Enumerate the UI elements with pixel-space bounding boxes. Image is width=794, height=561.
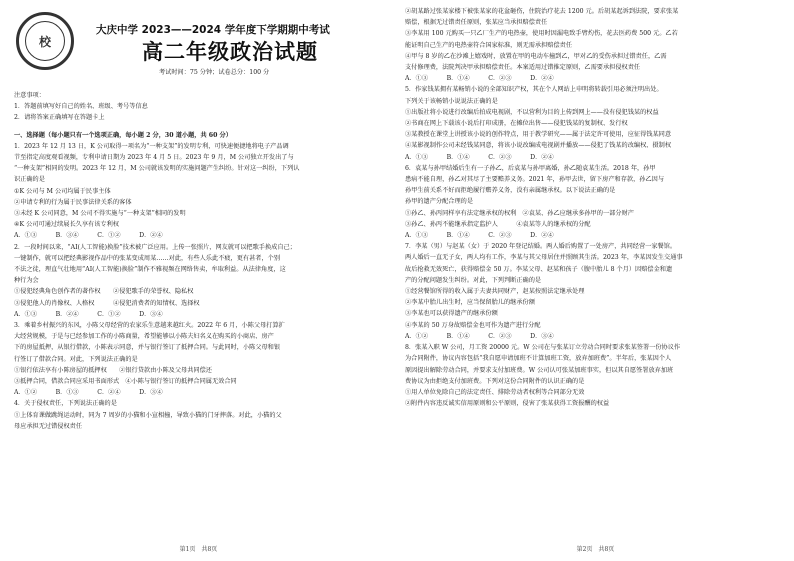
left-text-line: ④K 公司可通过续展长久享有该专利权 — [14, 221, 119, 229]
right-text-line: ②胡某路过张某家楼下被张某家的花盆砸伤，住院治疗花去 1200 元。后胡某起诉到法院，要求张某 — [405, 8, 679, 15]
right-text-line: 为合同附件，协议内容包括“我自愿申请加班不计算加班工资，放弃加班费”。半年后，张某因个人 — [405, 355, 672, 363]
right-text-line: A．①③ B．①④ C．②③ D．②④ — [405, 153, 554, 161]
right-text-line: 孙甲生前关系不好而拒绝履行赡养义务，没有亲属继承权。以下说法正确的是 — [405, 187, 616, 195]
school-exam-title: 大庆中学 2023——2024 学年度下学期期中考试 — [96, 24, 330, 36]
right-text-line: ②书商在网上下载该小说后打印成册，在摊位出售——侵犯钱某的复制权、发行权 — [405, 120, 628, 128]
exam-meta: 考试时间：75 分钟；试卷总分：100 分 — [159, 69, 270, 76]
right-text-line: A．①③ B．①④ C．②③ D．②④ — [405, 75, 554, 83]
page-footer-left: 第1页 共8页 — [179, 546, 218, 553]
right-text-line: ③某教授在课堂上讲授该小说的创作特点，用于教学研究——属于法定许可使用，应征得钱某同意 — [405, 131, 672, 139]
left-text-line: ①银行依法享有小陈房屋的抵押权 ②银行贷款由小陈及父母共同偿还 — [14, 366, 212, 374]
right-text-line: ④某影视制作公司未经钱某同意，将该小说改编成电视剧并播放——侵犯了钱某的改编权、摄制权 — [405, 142, 672, 150]
left-text-line: ③未经 K 公司同意，M 公司不得实施与“一种支架”相同的发明 — [14, 210, 186, 218]
left-text-line: 2．请将答案正确填写在答题卡上 — [14, 114, 105, 122]
left-text-line: A．①③ B．③④ C．①② D．②④ — [14, 232, 163, 240]
right-question-text — [405, 6, 780, 409]
left-text-line: 种行为会 — [14, 277, 39, 285]
left-text-line: ③侵犯他人的肖像权、人格权 ④侵犯消费者的知情权、选择权 — [14, 299, 200, 307]
right-text-line: ①用人单位免除自己的法定责任、排除劳动者权利等合同部分无效 — [405, 388, 585, 396]
left-text-line: 节至指定高度观看视频，专利申请日期为 2023 年 4 月 5 日。2023 年 9 月，M 公司独立开发出了与 — [14, 154, 294, 162]
right-text-line: A．①② B．①④ C．②③ D．③④ — [405, 332, 554, 340]
right-text-line: ④甲与 8 岁的乙在沙滩上嬉戏时，放置在甲的电动车撞到乙，甲对乙的受伤承担过错责任，乙需 — [405, 52, 667, 60]
left-text-line: A．①③ B．②④ C．①② D．③④ — [14, 310, 163, 318]
right-text-line: 5．作家钱某拥有某畅销小说的全部知识产权，其在个人网站上申明将转载引用必须注明出处。 — [405, 86, 663, 94]
right-text-line: ③李某也可以获得遗产的继承份额 — [405, 310, 498, 318]
left-text-line: ①K 公司与 M 公司均属于民事主体 — [14, 187, 111, 195]
right-text-line: 6．袁某与孙甲结婚后生有一子孙乙，后袁某与孙甲离婚，孙乙随袁某生活。2018 年，孙甲 — [405, 164, 656, 172]
left-text-line: 1．答题前填写好自己的姓名、班级、考号等信息 — [14, 103, 148, 111]
right-text-line: 孙甲的遗产分配合理的是 — [405, 198, 474, 206]
right-text-line: 产的分配问题发生纠纷。对此，下列判断正确的是 — [405, 276, 542, 284]
right-text-line: 7．李某（男）与赵某（女）于 2020 年登记结婚。两人婚后购置了一处房产，共同经营一家餐馆。 — [405, 243, 677, 251]
right-text-line: 费协议为由拒绝支付加班费。下列对这份合同附件的认识正确的是 — [405, 377, 585, 385]
exam-title: 高二年级政治试题 — [142, 40, 318, 64]
right-text-line: 下列关于该畅销小说说法正确的是 — [405, 97, 498, 105]
right-column — [397, 0, 794, 561]
left-text-line: 不法之徒，理直气壮地用“AI(人工智能)换脸”制作不雅视频在网络售卖，牟取利益。从法律角度，这 — [14, 266, 286, 274]
right-text-line: ③孙乙、孙丙不能继承指定监护人 ④袁某等人的继承权的分配 — [405, 220, 591, 228]
right-text-line: 原因提出解除劳动合同，并要求支付加班费。W 公司认可张某加班事实，但以其自愿签署放弃加班 — [405, 366, 674, 374]
left-text-line: ②申请专利的行为属于民事法律关系的客体 — [14, 198, 132, 206]
left-text-line: ③抵押合同，借款合同应采用书面形式 ④小陈与银行签订的抵押合同属无效合同 — [14, 378, 237, 386]
right-text-line: 能证明自己生产的电热壶符合国家标准，则无需承担赔偿责任 — [405, 41, 573, 49]
left-text-line: 一键制作，就可以把经典影视作品中的张某变成周某……对此，有些人乐此不疲，更有甚者，个别 — [14, 254, 281, 262]
school-seal-logo — [16, 12, 74, 70]
right-text-line: ②李某中胎儿出生时，应当保留胎儿的继承份额 — [405, 299, 535, 307]
left-text-line: 一、选择题（每小题只有一个选项正确，每小题 2 分，30 道小题，共 60 分） — [14, 131, 232, 139]
right-text-line: ④李某的 50 万身故赔偿金也可作为遗产进行分配 — [405, 321, 541, 329]
right-text-line: ②附件内容违反诚实信用原则和公平原则，侵害了张某获得工资报酬的权益 — [405, 400, 610, 408]
left-question-text — [14, 90, 387, 432]
page-footer-right: 第2页 共8页 — [576, 546, 615, 553]
right-text-line: ①孙乙、孙丙同样享有法定继承权的权利 ②袁某、孙乙应继承多孙甲的一部分财产 — [405, 209, 634, 217]
exam-header — [14, 6, 387, 84]
right-text-line: 支付修理费，法院判决甲承担赔偿责任。本案适用过错推定原则，乙需要承担侵权责任 — [405, 64, 641, 72]
left-text-line: “一种支架”相同的发明。2023 年 12 月，M 公司就该发明的实施问题产生纠纷。针对这一纠纷，下列认 — [14, 165, 300, 173]
left-text-line: 识正确的是 — [14, 176, 45, 184]
left-text-line: ①上体育课做跳绳运动时，同为 7 周岁的小猫和小宣相撞，导致小猫的门牙摔落。对此，小猫的父 — [14, 411, 282, 419]
seal-center-glyph: 校 — [25, 21, 65, 61]
left-text-line: 4．关于侵权责任，下列说法正确的是 — [14, 400, 117, 408]
left-text-line: 2．一段时间以来，“AI(人工智能)换脸”技术被广泛应用。上传一张照片，网友就可以把歌手换成自己； — [14, 243, 296, 251]
right-text-line: ③李某用 100 元购买一只乙厂生产的电热壶，使用时因漏电致手臂灼伤，花去医药费 500 元。乙若 — [405, 30, 678, 38]
left-text-line: ①侵犯经典角色创作者的著作权 ②侵犯歌手的荣誉权、隐私权 — [14, 288, 194, 296]
left-text-line: 行签订了借款合同。对此，下列说法正确的是 — [14, 355, 138, 363]
left-text-line: 母应承担无过错侵权责任 — [14, 422, 83, 430]
right-text-line: ①出版社将小说进行改编后拍成电视剧，不以营利为目的上传到网上——没有侵犯钱某的权益 — [405, 108, 659, 116]
left-text-line: 大经营规模，于是与已经参加工作的小陈商量，希望能够以小陈夫妇名义在购买的小商店、房产 — [14, 333, 274, 341]
right-text-line: A．①③ B．①④ C．②③ D．②④ — [405, 232, 554, 240]
left-text-line: 注意事项： — [14, 92, 45, 99]
right-text-line: 故后抢救无效死亡，获得赔偿金 50 万。李某父母、赵某和孩子（腹中胎儿 8 个月）因赔偿金和遗 — [405, 265, 673, 273]
right-text-line: 赔偿，根据无过错责任原则，张某应当承担赔偿责任 — [405, 19, 548, 27]
right-text-line: 患病不能自理，孙乙对其尽了主要赡养义务。2021 年，孙甲去世，留下房产和存款，孙乙因与 — [405, 176, 665, 184]
right-text-line: 两人婚后一直无子女，两人均有工作，李某与其父母居住并照顾其生活。2023 年，李某因发生交通事 — [405, 254, 683, 262]
right-text-line: 8．张某入职 W 公司，月工资 20000 元。W 公司在与张某订立劳动合同时要求张某签署一份协议作 — [405, 344, 681, 352]
right-text-line: ①经营餐馆所得的收入属于夫妻共同财产，赵某按照法定继承处理 — [405, 288, 585, 296]
left-text-line: 3．乘着乡村振兴的东风，小陈父母经营的农家乐生意越来越红火。2022 年 6 月，小陈父母打算扩 — [14, 322, 285, 330]
left-text-line: 下的房屋抵押，从银行借款，小陈表示同意，并与银行签订了抵押合同。与此同时，小陈父母和银 — [14, 344, 281, 352]
left-text-line: 1．2023 年 12 月 13 日，K 公司取得一项名为“一种支架”的发明专利，可快速便捷地将电子产品调 — [14, 142, 289, 150]
left-text-line: A．①② B．①③ C．②④ D．③④ — [14, 389, 163, 397]
